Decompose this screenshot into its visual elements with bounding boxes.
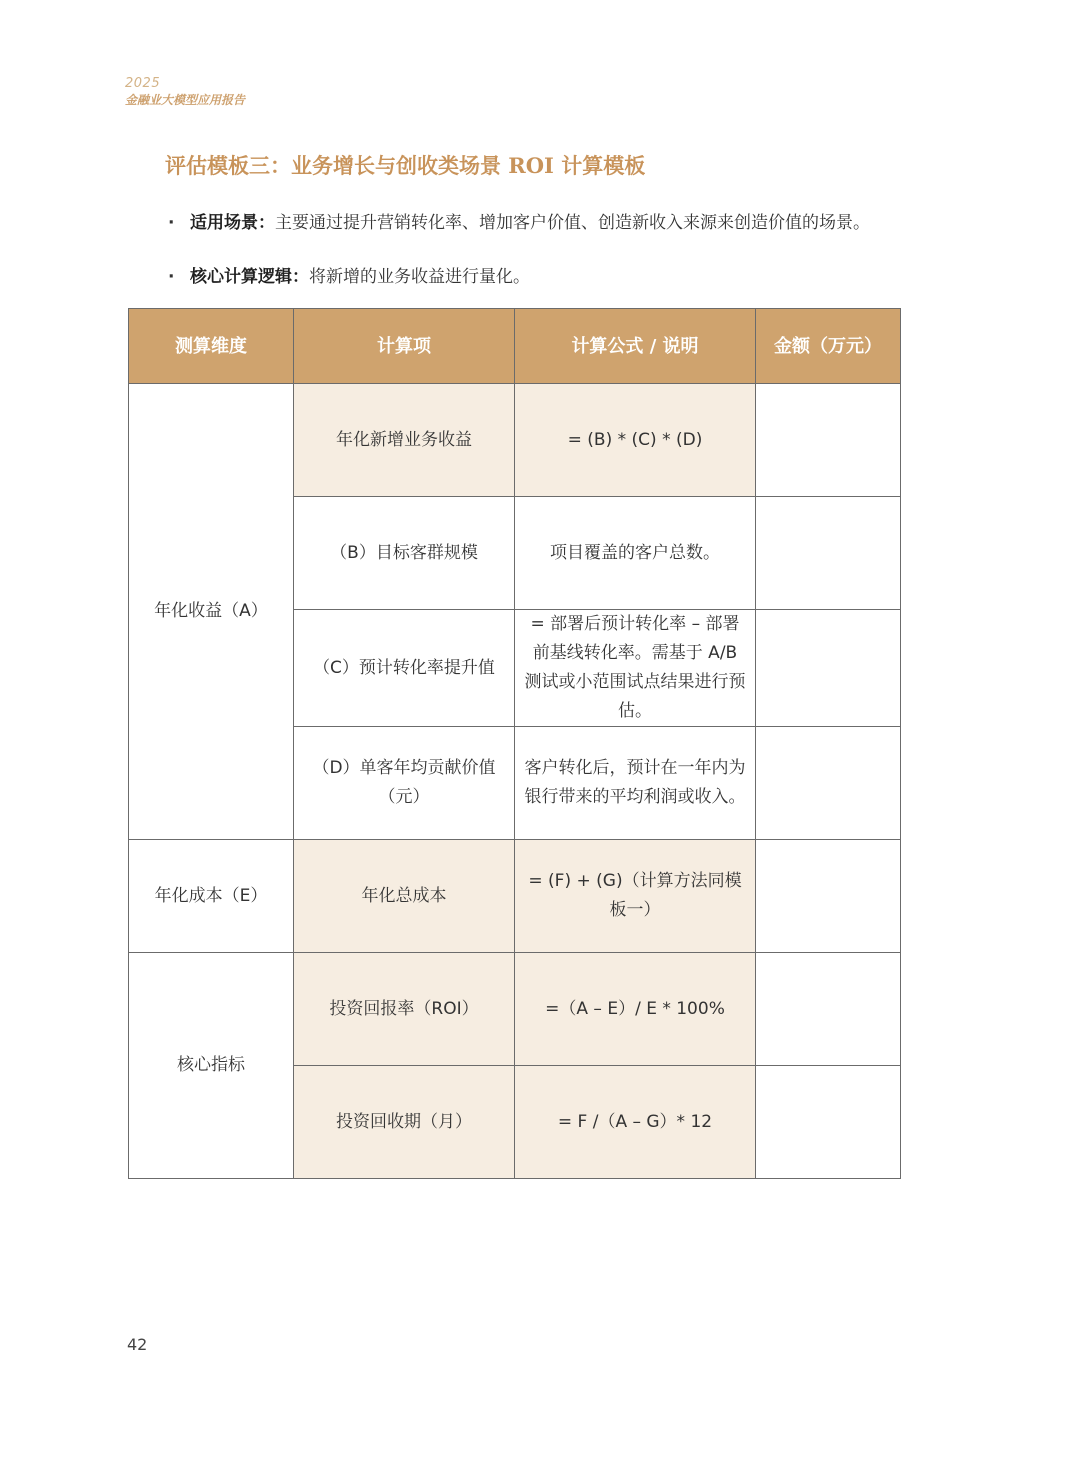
cell-amount[interactable] <box>756 953 901 1066</box>
header-item: 计算项 <box>294 309 515 384</box>
header-dimension: 测算维度 <box>129 309 294 384</box>
cell-item: 投资回报率（ROI） <box>294 953 515 1066</box>
roi-calculation-table <box>128 308 901 1179</box>
table-row <box>129 953 901 1066</box>
cell-amount[interactable] <box>756 610 901 727</box>
page-number: 42 <box>127 1335 148 1354</box>
header-amount: 金额（万元） <box>756 309 901 384</box>
group-core-metrics: 核心指标 <box>129 953 294 1179</box>
table-row <box>129 384 901 497</box>
cell-formula: 客户转化后，预计在一年内为银行带来的平均利润或收入。 <box>515 727 756 840</box>
bullet-dot: · <box>168 213 175 233</box>
cell-formula: = (F) + (G)（计算方法同模板一） <box>515 840 756 953</box>
group-annual-cost: 年化成本（E） <box>129 840 294 953</box>
header-report-title: 金融业大模型应用报告 <box>125 93 246 107</box>
cell-amount[interactable] <box>756 727 901 840</box>
cell-amount[interactable] <box>756 497 901 610</box>
section-title: 评估模板三：业务增长与创收类场景 ROI 计算模板 <box>165 153 646 178</box>
bullet-applicable-scenario <box>168 208 870 233</box>
cell-item: 投资回收期（月） <box>294 1066 515 1179</box>
cell-item: （C）预计转化率提升值 <box>294 610 515 727</box>
cell-amount[interactable] <box>756 1066 901 1179</box>
cell-formula: = F /（A – G）* 12 <box>515 1066 756 1179</box>
bullet-core-logic <box>168 262 530 287</box>
cell-formula: 项目覆盖的客户总数。 <box>515 497 756 610</box>
bullet-dot: · <box>168 267 175 287</box>
group-annual-revenue: 年化收益（A） <box>129 384 294 840</box>
bullet-label: 适用场景： <box>190 213 275 233</box>
header-year: 2025 <box>125 76 161 91</box>
cell-formula: = 部署后预计转化率 – 部署前基线转化率。需基于 A/B 测试或小范围试点结果进行预估。 <box>515 610 756 727</box>
bullet-text: 将新增的业务收益进行量化。 <box>309 267 530 287</box>
cell-formula: = (B) * (C) * (D) <box>515 384 756 497</box>
cell-item: （B）目标客群规模 <box>294 497 515 610</box>
bullet-text: 主要通过提升营销转化率、增加客户价值、创造新收入来源来创造价值的场景。 <box>275 213 870 233</box>
cell-amount[interactable] <box>756 384 901 497</box>
table-row <box>129 840 901 953</box>
bullet-label: 核心计算逻辑： <box>190 267 309 287</box>
cell-formula: =（A – E）/ E * 100% <box>515 953 756 1066</box>
cell-item: （D）单客年均贡献价值（元） <box>294 727 515 840</box>
cell-item: 年化新增业务收益 <box>294 384 515 497</box>
cell-item: 年化总成本 <box>294 840 515 953</box>
table-header-row <box>129 309 901 384</box>
cell-amount[interactable] <box>756 840 901 953</box>
header-formula: 计算公式 / 说明 <box>515 309 756 384</box>
